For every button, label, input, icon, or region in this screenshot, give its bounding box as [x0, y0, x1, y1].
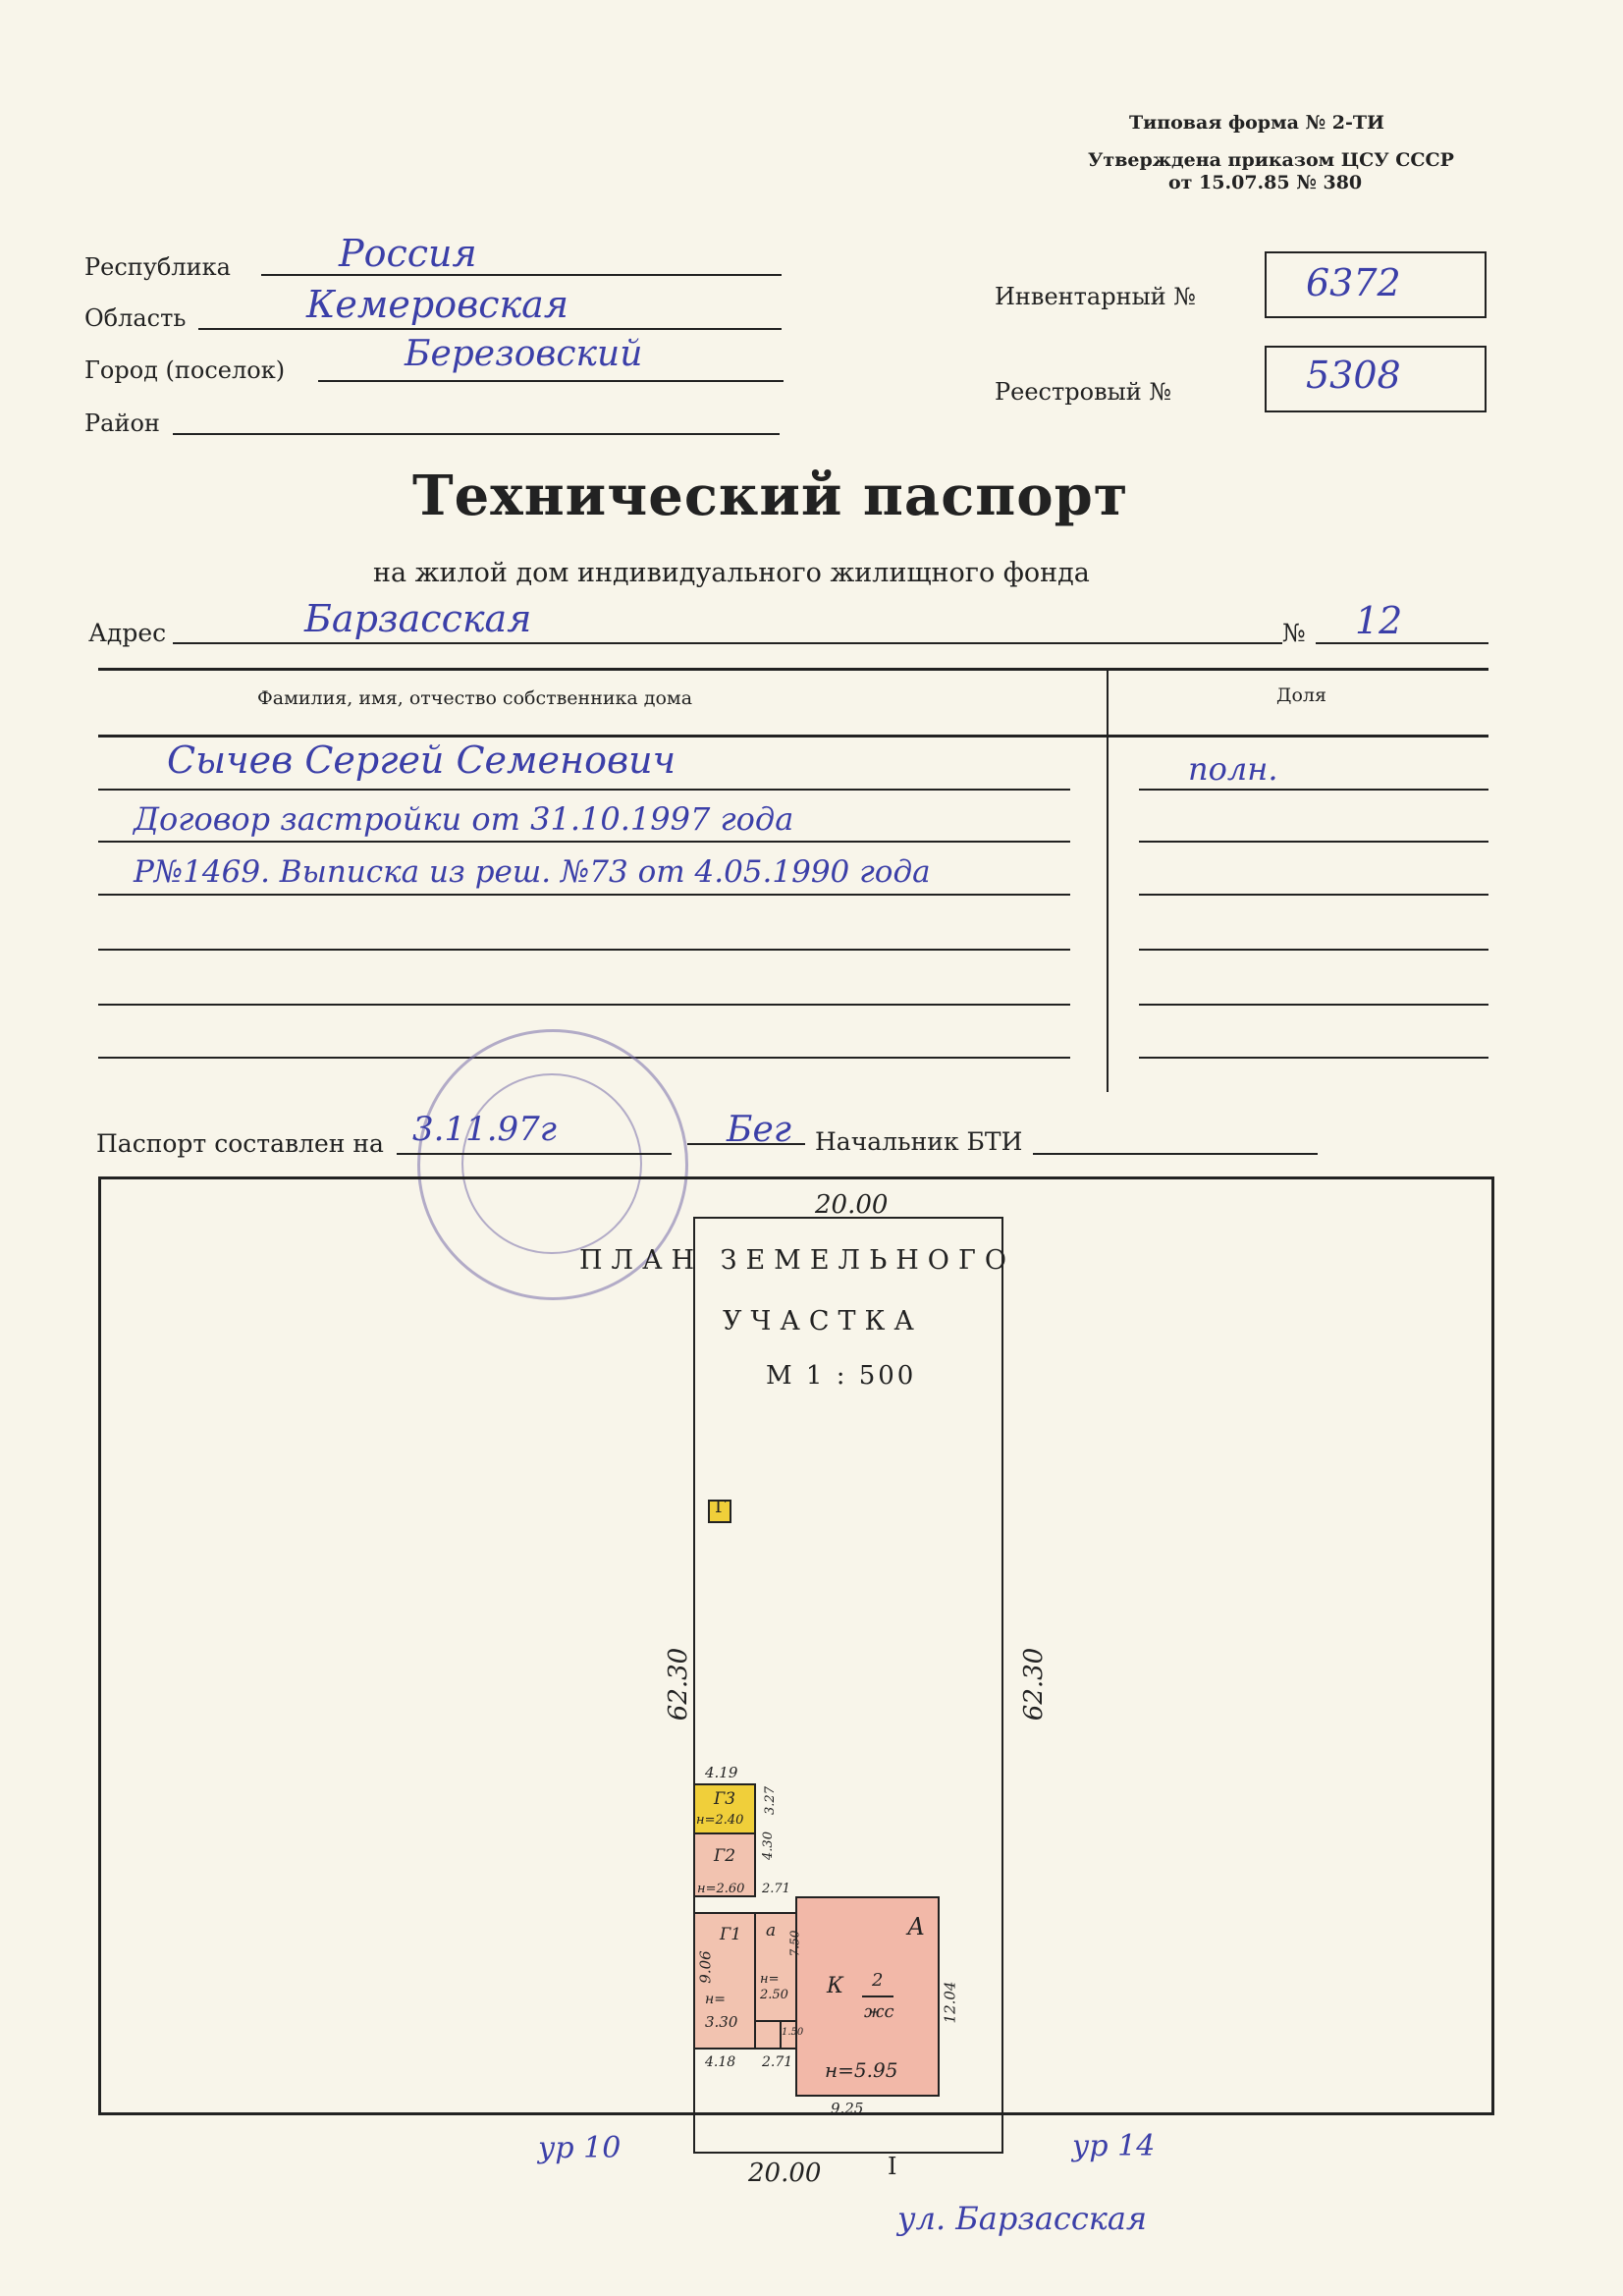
g2-side: 4.30: [760, 1831, 776, 1860]
signature: Бег: [727, 1110, 791, 1150]
register-label: Реестровый №: [995, 378, 1172, 406]
region-label: Область: [84, 304, 187, 332]
address-number-value: 12: [1355, 599, 1403, 642]
district-label: Район: [84, 410, 160, 437]
plan-title-line-1: ПЛАН ЗЕМЕЛЬНОГО: [579, 1245, 1015, 1276]
page-subtitle: на жилой дом индивидуального жилищного фонда: [373, 558, 1090, 588]
outbuilding-label: Г: [715, 1497, 727, 1517]
g3-width: 4.19: [705, 1764, 738, 1781]
address-value: Барзасская: [304, 597, 532, 640]
g3-side: 3.27: [762, 1786, 778, 1815]
house-fraction-bar: [862, 1995, 893, 1997]
house-height: н=5.95: [825, 2058, 898, 2082]
owner-cell: Р№1469. Выписка из реш. №73 от 4.05.1990 года: [134, 854, 931, 890]
inventory-value: 6372: [1306, 261, 1401, 304]
plot-top-width: 20.00: [815, 1190, 889, 1220]
address-number-label: №: [1282, 619, 1306, 647]
annex-a-label: а: [766, 1921, 777, 1941]
approved-line-2: от 15.07.85 № 380: [1168, 172, 1363, 193]
street-name: ул. Барзасская: [897, 2200, 1148, 2237]
page-title: Технический паспорт: [412, 464, 1129, 528]
house-fraction-bottom: жс: [864, 2001, 894, 2022]
city-label: Город (поселок): [84, 356, 286, 384]
neighbor-left: ур 10: [538, 2131, 622, 2165]
annex-a-height-value: 2.50: [760, 1988, 788, 2002]
g1-height: н=: [705, 1992, 726, 2007]
republic-value: Россия: [339, 232, 477, 275]
neighbor-right: ур 14: [1072, 2129, 1156, 2163]
address-label: Адрес: [88, 619, 167, 647]
owner-cell: Сычев Сергей Семенович: [167, 738, 676, 782]
share-cell: полн.: [1188, 750, 1278, 788]
g1-bottom: 4.18: [705, 2054, 736, 2070]
g2-label: Г2: [714, 1846, 736, 1866]
house-bottom: 9.25: [831, 2100, 864, 2117]
house-side: 12.04: [941, 1981, 959, 2024]
house-fraction-top: 2: [872, 1970, 884, 1991]
register-value: 5308: [1306, 354, 1401, 397]
annex-a-bottom: 2.71: [762, 2054, 793, 2070]
plan-scale: М 1 : 500: [766, 1361, 917, 1391]
owner-cell: Договор застройки от 31.10.1997 года: [134, 800, 794, 838]
city-value: Березовский: [405, 334, 643, 374]
annex-a-height: н=: [760, 1972, 780, 1987]
g1-side: 9.06: [696, 1950, 715, 1984]
house-k: К: [827, 1974, 844, 1998]
g2-right: 2.71: [762, 1882, 790, 1896]
house-label: А: [907, 1913, 926, 1941]
owners-col-owner: Фамилия, имя, отчество собственника дома: [257, 687, 693, 709]
plot-bottom-mark: I: [888, 2153, 897, 2180]
g1-label: Г1: [720, 1925, 742, 1944]
compiled-label: Паспорт составлен на: [96, 1129, 384, 1158]
inventory-label: Инвентарный №: [995, 283, 1197, 310]
region-value: Кемеровская: [306, 283, 569, 326]
plot-bottom-width: 20.00: [748, 2159, 822, 2188]
g3-label: Г3: [714, 1789, 736, 1809]
plot-right-length: 62.30: [1019, 1647, 1050, 1722]
chief-label: Начальник БТИ: [815, 1127, 1023, 1156]
republic-label: Республика: [84, 253, 231, 281]
plan-title-line-2: УЧАСТКА: [723, 1306, 923, 1337]
g1-height-value: 3.30: [705, 2013, 738, 2031]
compiled-value: 3.11.97г: [412, 1110, 557, 1149]
approved-line-1: Утверждена приказом ЦСУ СССР: [1088, 149, 1454, 171]
annex-a-extra: 1.50: [782, 2027, 804, 2038]
plot-left-length: 62.30: [664, 1647, 694, 1722]
g3-height: н=2.40: [696, 1813, 744, 1828]
owners-col-share: Доля: [1276, 684, 1326, 706]
g2-height: н=2.60: [697, 1882, 745, 1896]
form-number: Типовая форма № 2-ТИ: [1129, 112, 1384, 134]
annex-a-side: 7.50: [787, 1930, 802, 1957]
